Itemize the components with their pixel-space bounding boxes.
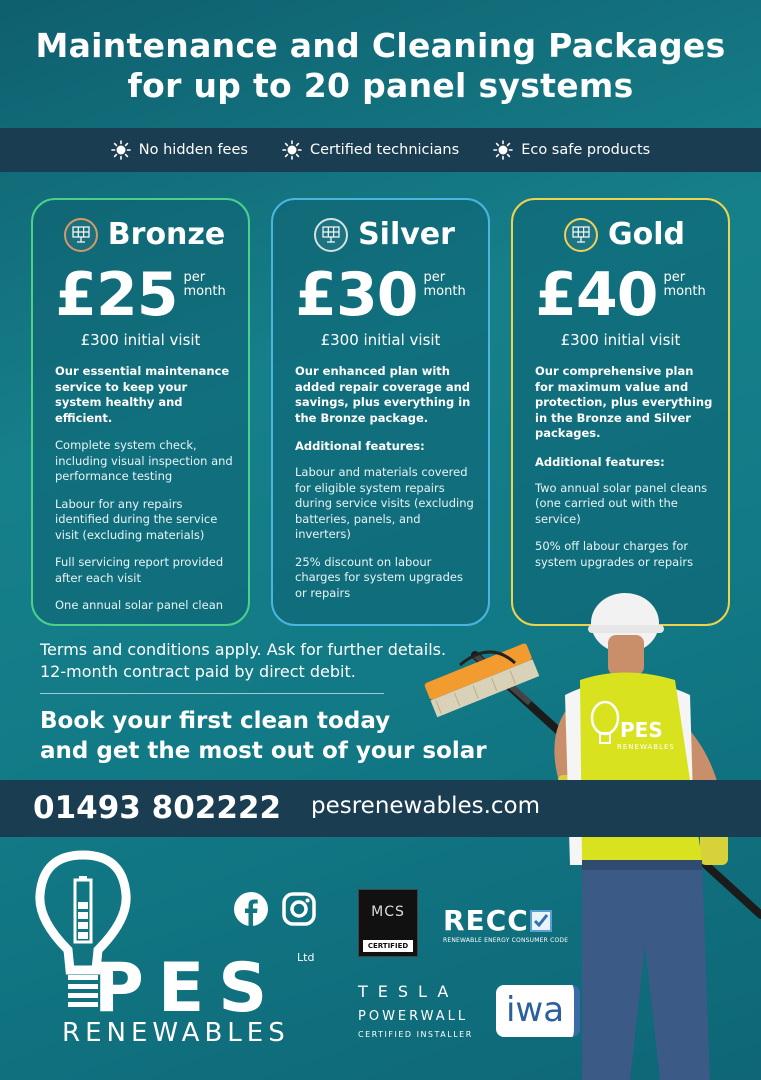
page-title xyxy=(0,26,761,106)
package-card-bronze xyxy=(31,198,250,626)
price-row xyxy=(527,260,714,330)
package-item: Complete system check, including visual inspection and performance testing xyxy=(55,438,233,483)
terms-line-1: Terms and conditions apply. Ask for further details. xyxy=(40,640,447,659)
powerwall-label: POWERWALL xyxy=(358,1009,469,1024)
additional-features-heading: Additional features: xyxy=(295,439,425,453)
pes-wordmark: PES xyxy=(94,949,282,1028)
feature-certified-technicians xyxy=(282,140,459,160)
month-label: month xyxy=(663,284,706,299)
initial-visit: £300 initial visit xyxy=(80,331,201,349)
social-links xyxy=(234,892,316,926)
vest-logo-name: PES xyxy=(620,718,663,742)
card-header xyxy=(535,217,714,252)
package-item: Two annual solar panel cleans (one carried out with the service) xyxy=(535,480,708,526)
recc-label: RECC xyxy=(443,904,529,937)
contact-bar xyxy=(0,780,761,837)
initial-visit: £300 initial visit xyxy=(560,331,681,349)
tesla-powerwall-badge xyxy=(358,982,473,1039)
call-to-action xyxy=(40,706,540,766)
card-header xyxy=(55,217,234,252)
per-month xyxy=(184,271,226,299)
package-item: Full servicing report provided after each visit xyxy=(55,555,224,585)
sun-icon xyxy=(111,140,131,160)
price: £30 xyxy=(295,260,418,330)
per-label: per xyxy=(183,270,206,285)
iwa-badge: iwa xyxy=(496,985,580,1037)
per-label: per xyxy=(423,270,446,285)
package-item: One annual solar panel clean xyxy=(55,598,224,612)
per-month xyxy=(424,271,466,299)
tesla-label: TESLA xyxy=(358,982,459,1001)
sun-icon xyxy=(493,140,513,160)
month-label: month xyxy=(423,284,466,299)
solar-panel-icon xyxy=(64,218,98,252)
recc-badge xyxy=(443,906,568,944)
package-name: Bronze xyxy=(107,217,226,252)
terms-line-2: 12-month contract paid by direct debit. xyxy=(40,662,356,681)
package-lead: Our comprehensive plan for maximum value and protection, plus everything in the Bronze and Silver packages. xyxy=(535,364,713,440)
per-label: per xyxy=(663,270,686,285)
package-lead: Our essential maintenance service to keep your system healthy and efficient. xyxy=(55,364,230,425)
package-card-silver xyxy=(271,198,490,626)
package-lead: Our enhanced plan with added repair coverage and savings, plus everything in the Bronze package. xyxy=(295,364,471,425)
package-item: Labour and materials covered for eligible system repairs during service visits (excluding batteries, panels, and inverters) xyxy=(295,465,474,541)
mcs-certified-badge xyxy=(358,889,418,957)
facebook-icon[interactable] xyxy=(234,892,268,926)
package-item: 25% discount on labour charges for system upgrades or repairs xyxy=(295,554,463,600)
price-row xyxy=(287,260,474,330)
divider xyxy=(40,693,384,694)
month-label: month xyxy=(183,284,226,299)
solar-panel-icon xyxy=(564,218,598,252)
package-name: Gold xyxy=(608,217,685,252)
vest-logo-sub: RENEWABLES xyxy=(617,743,675,751)
recc-subtitle: RENEWABLE ENERGY CONSUMER CODE xyxy=(443,937,569,944)
feature-eco-safe-products xyxy=(493,140,650,160)
package-name: Silver xyxy=(358,217,455,252)
website-link[interactable]: pesrenewables.com xyxy=(311,793,541,819)
feature-label: Eco safe products xyxy=(521,142,651,158)
cta-line-1: Book your first clean today xyxy=(40,708,391,734)
card-header xyxy=(295,217,474,252)
feature-no-hidden-fees xyxy=(111,140,248,160)
renewables-wordmark: RENEWABLES xyxy=(62,1018,290,1048)
package-item: Labour for any repairs identified during the service visit (excluding materials) xyxy=(55,496,218,542)
per-month xyxy=(664,271,706,299)
feature-label: Certified technicians xyxy=(309,142,460,158)
mcs-label: MCS xyxy=(371,904,405,920)
price: £25 xyxy=(55,260,178,330)
certified-installer-label: CERTIFIED INSTALLER xyxy=(358,1030,473,1039)
mcs-certified-label: CERTIFIED xyxy=(363,940,413,952)
instagram-icon[interactable] xyxy=(282,892,316,926)
title-line-2: for up to 20 panel systems xyxy=(127,66,634,105)
package-card-gold xyxy=(511,198,730,626)
title-line-1: Maintenance and Cleaning Packages xyxy=(35,26,726,65)
terms-text xyxy=(40,639,480,683)
feature-label: No hidden fees xyxy=(138,142,248,158)
price-row xyxy=(47,260,234,330)
features-bar xyxy=(0,128,761,172)
checkmark-icon xyxy=(530,910,552,932)
phone-number[interactable]: 01493 802222 xyxy=(33,790,282,826)
sun-icon xyxy=(282,140,302,160)
initial-visit: £300 initial visit xyxy=(320,331,441,349)
ltd-label: Ltd xyxy=(297,951,315,964)
price: £40 xyxy=(535,260,658,330)
package-item: 50% off labour charges for system upgrades or repairs xyxy=(535,539,694,569)
solar-panel-icon xyxy=(314,218,348,252)
cta-line-2: and get the most out of your solar xyxy=(40,738,487,764)
additional-features-heading: Additional features: xyxy=(535,454,665,469)
